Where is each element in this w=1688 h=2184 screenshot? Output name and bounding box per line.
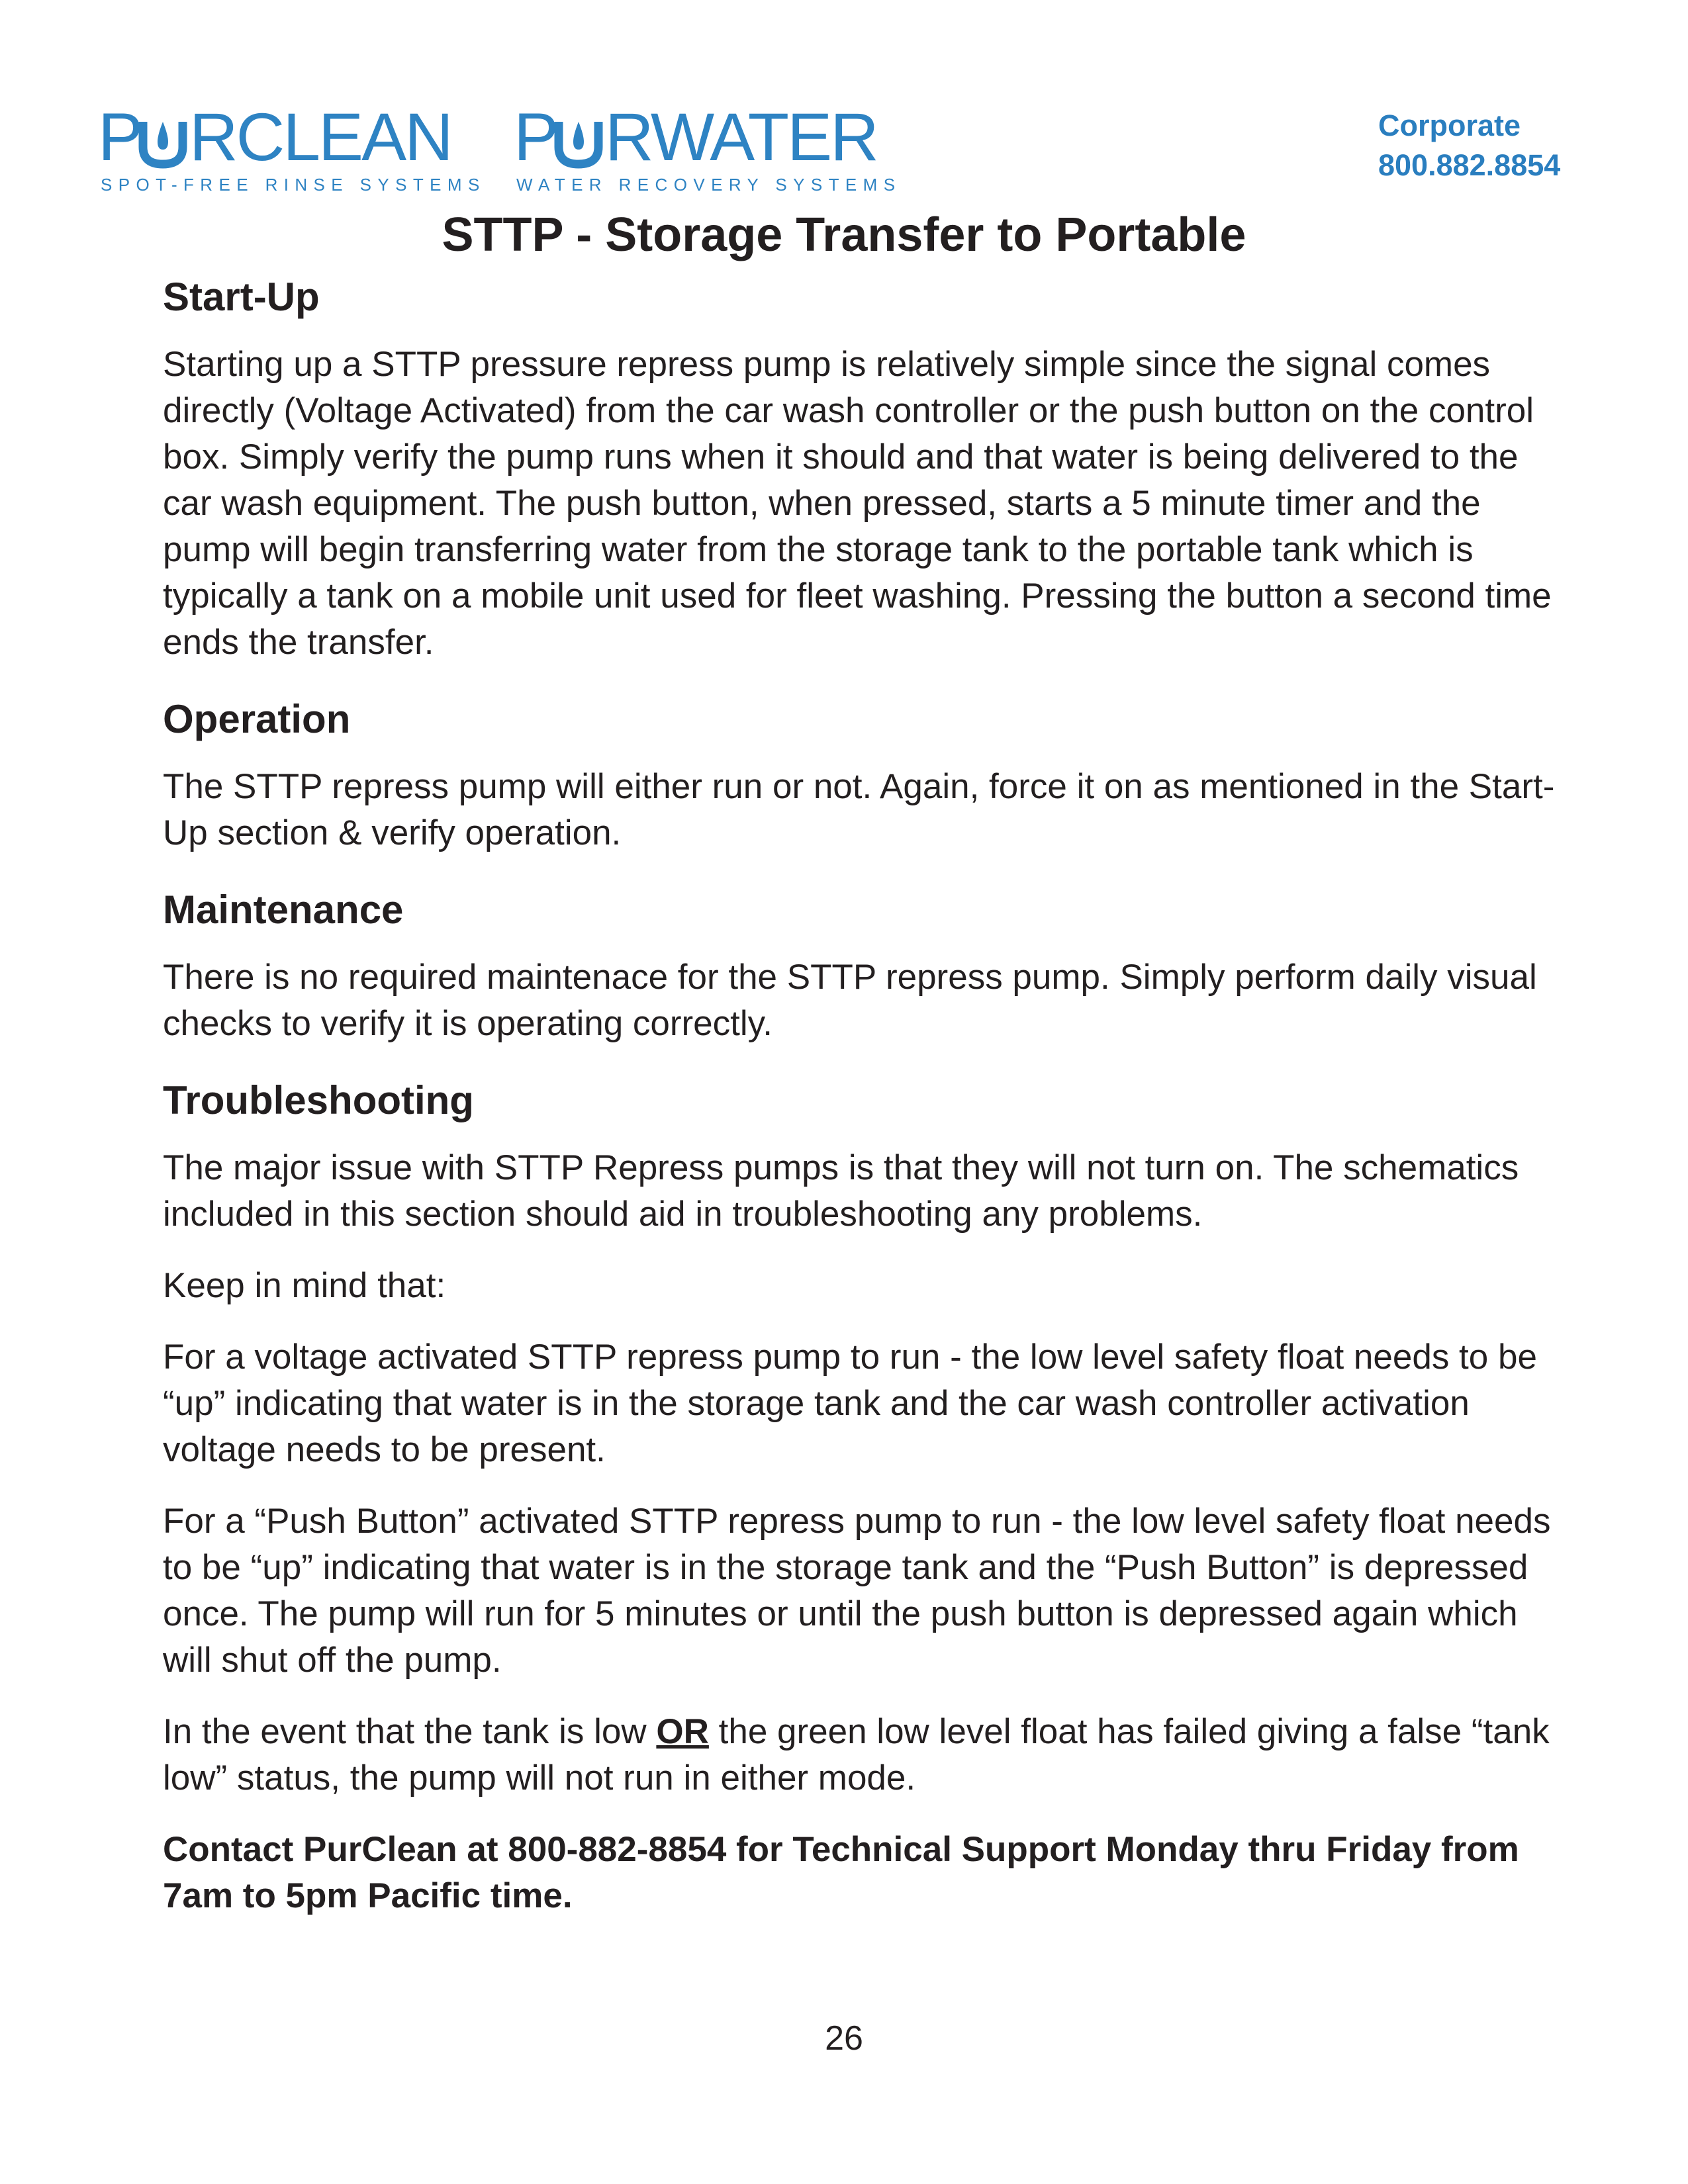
troubleshooting-paragraph-1: The major issue with STTP Repress pumps is that they will not turn on. The schematics included in this section should aid in troubleshooting any problems. xyxy=(163,1148,1519,1234)
contact-support-paragraph: Contact PurClean at 800-882-8854 for Technical Support Monday thru Friday from 7am to 5pm Pacific time. xyxy=(163,1830,1519,1915)
purclean-tagline: SPOT-FREE RINSE SYSTEMS xyxy=(101,175,486,195)
section-heading-operation: Operation xyxy=(163,697,351,741)
emphasis-or: OR xyxy=(656,1712,709,1751)
water-drop-u-icon xyxy=(143,122,183,164)
corporate-contact xyxy=(1378,106,1560,185)
purwater-logo-prefix: P xyxy=(514,106,557,172)
troubleshooting-paragraph-5 xyxy=(163,1709,1560,1801)
purclean-wordmark xyxy=(98,106,469,172)
maintenance-paragraph: There is no required maintenace for the STTP repress pump. Simply perform daily visual checks to verify it is operating correctly. xyxy=(163,958,1537,1043)
page-title: STTP - Storage Transfer to Portable xyxy=(442,208,1246,261)
purwater-tagline: WATER RECOVERY SYSTEMS xyxy=(516,175,902,195)
operation-paragraph: The STTP repress pump will either run or not. Again, force it on as mentioned in the Start-Up section & verify operation. xyxy=(163,767,1555,852)
troubleshooting-paragraph-4: For a “Push Button” activated STTP repress pump to run - the low level safety float needs to be “up” indicating that water is in the storage tank and the “Push Button” is depressed once. The pump will run for 5 minutes or until the push button is depressed again which will shut off the pump. xyxy=(163,1502,1551,1680)
purclean-logo-prefix: P xyxy=(98,106,142,172)
purwater-logo-rest: RWATER xyxy=(605,106,877,172)
page-number: 26 xyxy=(825,2019,863,2058)
paragraph-5-end: the green low level float has failed giving a false “tank low” status, the pump will not run in either mode. xyxy=(163,1712,1550,1797)
purwater-logo xyxy=(514,106,902,195)
troubleshooting-paragraph-3: For a voltage activated STTP repress pump to run - the low level safety float needs to be “up” indicating that water is in the storage tank and the car wash controller activation voltage needs to be present. xyxy=(163,1338,1537,1469)
startup-paragraph: Starting up a STTP pressure repress pump is relatively simple since the signal comes directly (Voltage Activated) from the car wash controller or the push button on the control box. Simply verify the pump runs when it should and that water is being delivered to the car wash equipment. The push button, when pressed, starts a 5 minute timer and the pump will begin transferring water from the storage tank to the portable tank which is typically a tank on a mobile unit used for fleet washing. Pressing the button a second time ends the transfer. xyxy=(163,345,1552,662)
purclean-logo xyxy=(98,106,486,195)
paragraph-5-start: In the event that the tank is low xyxy=(163,1712,657,1751)
purclean-logo-rest: RCLEAN xyxy=(189,106,451,172)
corporate-label: Corporate xyxy=(1378,109,1521,142)
section-heading-maintenance: Maintenance xyxy=(163,887,404,932)
document-body xyxy=(163,270,1560,1919)
section-heading-troubleshooting: Troubleshooting xyxy=(163,1078,474,1122)
corporate-phone: 800.882.8854 xyxy=(1378,148,1561,182)
purwater-wordmark xyxy=(514,106,884,172)
water-drop-u-icon xyxy=(559,122,598,164)
troubleshooting-paragraph-2: Keep in mind that: xyxy=(163,1266,446,1305)
section-heading-startup: Start-Up xyxy=(163,275,320,319)
